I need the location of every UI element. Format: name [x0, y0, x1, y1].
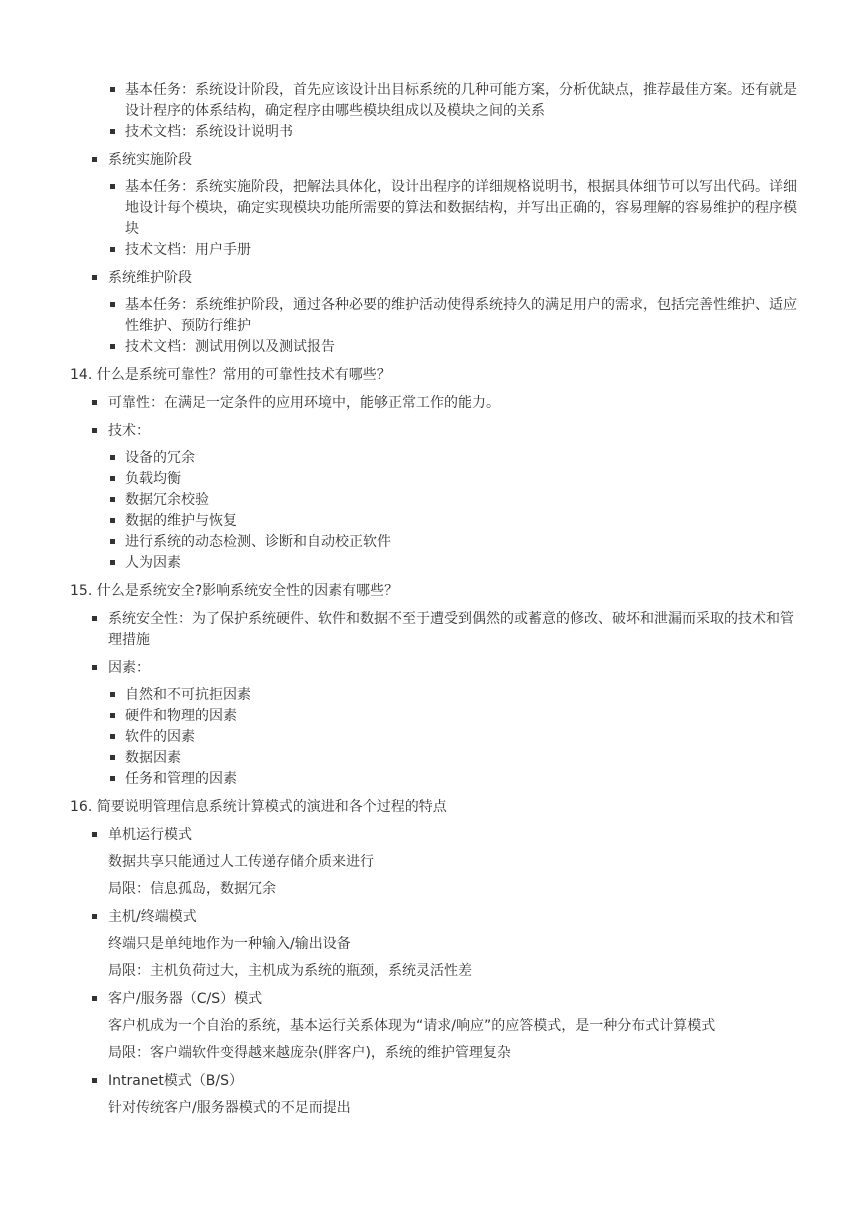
mode-description: 针对传统客户/服务器模式的不足而提出 [108, 1100, 351, 1116]
factor-list [108, 685, 798, 790]
phase-title: 系统实施阶段 [108, 152, 192, 168]
list-item: 数据冗余校验 [108, 490, 798, 511]
question-16-list [0, 825, 868, 846]
list-item: 软件的因素 [108, 727, 798, 748]
design-phase-list [0, 80, 868, 143]
mode-description: 客户机成为一个自治的系统，基本运行关系体现为“请求/响应”的应答模式，是一种分布式计算模式 [108, 1018, 716, 1034]
mode-name: 主机/终端模式 [108, 909, 197, 925]
question-14-list [0, 393, 868, 574]
maintenance-phase-list [108, 295, 798, 358]
list-item: 基本任务：系统维护阶段，通过各种必要的维护活动使得系统持久的满足用户的需求，包括完善性维护、适应性维护、预防行维护 [108, 295, 798, 337]
tech-list [108, 448, 798, 574]
mode-limitation: 局限：主机负荷过大，主机成为系统的瓶颈，系统灵活性差 [108, 963, 472, 979]
list-item: 数据的维护与恢复 [108, 511, 798, 532]
mode-limitation: 局限：信息孤岛，数据冗余 [108, 881, 276, 897]
list-item: 可靠性：在满足一定条件的应用环境中，能够正常工作的能力。 [0, 393, 868, 414]
list-item: 进行系统的动态检测、诊断和自动校正软件 [108, 532, 798, 553]
mode-description: 数据共享只能通过人工传递存储介质来进行 [108, 854, 374, 870]
list-item: 人为因素 [108, 553, 798, 574]
mode-description: 终端只是单纯地作为一种输入/输出设备 [108, 936, 351, 952]
question-16-title: 16. 简要说明管理信息系统计算模式的演进和各个过程的特点 [70, 799, 447, 815]
factor-section [0, 658, 868, 790]
question-16-list [0, 907, 868, 928]
list-item: 技术文档：系统设计说明书 [0, 122, 868, 143]
mode-name: Intranet模式（B/S） [108, 1073, 244, 1089]
question-15-title: 15. 什么是系统安全?影响系统安全性的因素有哪些？ [70, 583, 399, 599]
maintenance-phase [0, 268, 868, 358]
question-14-title: 14. 什么是系统可靠性？常用的可靠性技术有哪些？ [70, 367, 391, 383]
mode-limitation: 局限：客户端软件变得越来越庞杂(胖客户)，系统的维护管理复杂 [108, 1045, 511, 1061]
implementation-phase [0, 150, 868, 261]
question-15-list [0, 609, 868, 790]
list-item: 系统安全性：为了保护系统硬件、软件和数据不至于遭受到偶然的或蓄意的修改、破坏和泄漏而采取的技术和管理措施 [0, 609, 868, 651]
question-16-list [0, 989, 868, 1010]
tech-section [0, 421, 868, 574]
phase-title: 系统维护阶段 [108, 270, 192, 286]
mode-name: 单机运行模式 [108, 827, 192, 843]
list-item: 硬件和物理的因素 [108, 706, 798, 727]
list-item: 基本任务：系统设计阶段，首先应该设计出目标系统的几种可能方案，分析优缺点，推荐最佳方案。还有就是设计程序的体系结构，确定程序由哪些模块组成以及模块之间的关系 [0, 80, 868, 122]
section-title: 技术： [108, 423, 150, 439]
question-16-list [0, 1071, 868, 1092]
implementation-phase-list [108, 177, 798, 261]
list-item: 负载均衡 [108, 469, 798, 490]
mode-name: 客户/服务器（C/S）模式 [108, 991, 263, 1007]
phase-list [0, 150, 868, 358]
list-item: 技术文档：测试用例以及测试报告 [108, 337, 798, 358]
section-title: 因素： [108, 660, 150, 676]
list-item: 数据因素 [108, 748, 798, 769]
mode-item [0, 907, 868, 928]
document-page [0, 80, 868, 1119]
mode-item [0, 1071, 868, 1092]
mode-item [0, 989, 868, 1010]
mode-item [0, 825, 868, 846]
list-item: 基本任务：系统实施阶段，把解法具体化，设计出程序的详细规格说明书，根据具体细节可以写出代码。详细地设计每个模块，确定实现模块功能所需要的算法和数据结构，并写出正确的，容易理解的容易维护的程序模块 [108, 177, 798, 240]
list-item: 技术文档：用户手册 [108, 240, 798, 261]
list-item: 任务和管理的因素 [108, 769, 798, 790]
list-item: 设备的冗余 [108, 448, 798, 469]
list-item: 自然和不可抗拒因素 [108, 685, 798, 706]
